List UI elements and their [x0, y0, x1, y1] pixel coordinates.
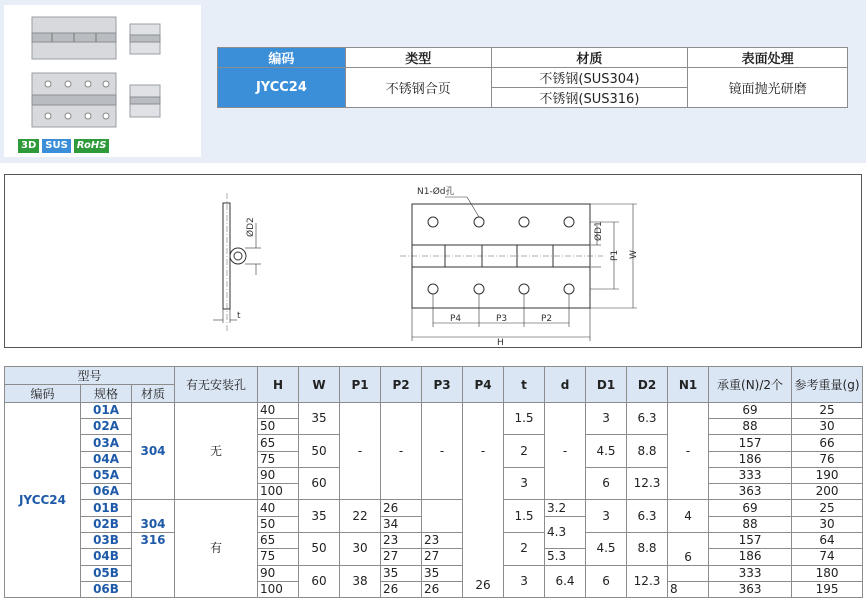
hole-b: 有: [175, 500, 258, 598]
dim-p1: P1: [610, 249, 620, 261]
d2-b2: 8.8: [627, 533, 668, 566]
p3-b-empty: [422, 500, 463, 533]
weight-05a: 190: [792, 467, 863, 483]
load-06b: 363: [709, 581, 792, 597]
spec-01a: 01A: [81, 403, 132, 419]
weight-06b: 195: [792, 581, 863, 597]
weight-03a: 66: [792, 435, 863, 451]
dimension-table: [4, 366, 863, 598]
spec-header-type: 类型: [345, 48, 491, 68]
p3-04b: 27: [422, 549, 463, 565]
weight-05b: 180: [792, 565, 863, 581]
header-w: W: [299, 367, 340, 403]
h-01a: 40: [258, 403, 299, 419]
weight-02b: 30: [792, 516, 863, 532]
d2-a2: 8.8: [627, 435, 668, 468]
p3-a: -: [422, 403, 463, 500]
load-02b: 88: [709, 516, 792, 532]
d1-a1: 3: [586, 403, 627, 435]
dim-h: H: [497, 338, 504, 348]
d2-b3: 12.3: [627, 565, 668, 598]
dim-p3: P3: [496, 314, 508, 324]
h-04b: 75: [258, 549, 299, 565]
hinge-photo-illustration: [4, 5, 201, 157]
header-d1: D1: [586, 367, 627, 403]
cell-code: JYCC24: [5, 403, 81, 598]
spec-type: 不锈钢合页: [345, 68, 491, 108]
h-06b: 100: [258, 581, 299, 597]
n1-b2: 6: [668, 533, 709, 566]
load-06a: 363: [709, 484, 792, 500]
weight-03b: 64: [792, 533, 863, 549]
p4-a: -: [480, 444, 486, 458]
product-header-band: [0, 0, 866, 163]
header-p4: P4: [463, 367, 504, 403]
spec-header-code: 编码: [218, 48, 346, 68]
material-b2: 316: [132, 533, 175, 598]
header-h: H: [258, 367, 299, 403]
h-05b: 90: [258, 565, 299, 581]
d2-a1: 6.3: [627, 403, 668, 435]
t-b1: 1.5: [504, 500, 545, 533]
weight-06a: 200: [792, 484, 863, 500]
material-a: 304: [132, 403, 175, 500]
header-hole: 有无安装孔: [175, 367, 258, 403]
load-03a: 157: [709, 435, 792, 451]
w-a2: 50: [299, 435, 340, 468]
p2-06b: 26: [381, 581, 422, 597]
p1-a: -: [340, 403, 381, 500]
dim-w: W: [629, 250, 639, 259]
badge-rohs: RoHS: [74, 139, 110, 153]
spec-05b: 05B: [81, 565, 132, 581]
p1-b1: 22: [340, 500, 381, 533]
spec-05a: 05A: [81, 467, 132, 483]
load-02a: 88: [709, 419, 792, 435]
p2-a: -: [381, 403, 422, 500]
load-05b: 333: [709, 565, 792, 581]
spec-03b: 03B: [81, 533, 132, 549]
spec-04a: 04A: [81, 451, 132, 467]
weight-04a: 76: [792, 451, 863, 467]
spec-06a: 06A: [81, 484, 132, 500]
h-06a: 100: [258, 484, 299, 500]
spec-header-finish: 表面处理: [688, 48, 848, 68]
weight-04b: 74: [792, 549, 863, 565]
h-01b: 40: [258, 500, 299, 516]
t-a3: 3: [504, 467, 545, 500]
d-b2: 4.3: [545, 516, 586, 549]
t-a1: 1.5: [504, 403, 545, 435]
spec-06b: 06B: [81, 581, 132, 597]
header-load: 承重(N)/2个: [709, 367, 792, 403]
technical-drawing: [4, 174, 862, 348]
n1-05b-empty: [668, 565, 709, 581]
p2-04b: 27: [381, 549, 422, 565]
spec-04b: 04B: [81, 549, 132, 565]
h-03b: 65: [258, 533, 299, 549]
h-02b: 50: [258, 516, 299, 532]
p4-06b: 26: [475, 578, 491, 592]
header-n1: N1: [668, 367, 709, 403]
w-b2: 50: [299, 533, 340, 566]
dim-d1: ØD1: [594, 221, 604, 241]
material-b1: 304: [132, 500, 175, 533]
d1-b3: 6: [586, 565, 627, 598]
p2-02b: 34: [381, 516, 422, 532]
spec-summary-table: [217, 47, 848, 108]
p2-01b: 26: [381, 500, 422, 516]
d2-a3: 12.3: [627, 467, 668, 500]
dim-p2: P2: [541, 314, 553, 324]
header-code: 编码: [5, 385, 81, 403]
weight-01a: 25: [792, 403, 863, 419]
n1-b1: 4: [668, 500, 709, 533]
n1-06b: 8: [668, 581, 709, 597]
load-01a: 69: [709, 403, 792, 419]
h-04a: 75: [258, 451, 299, 467]
hole-label: N1-Ød孔: [417, 187, 455, 197]
product-photo: [4, 5, 201, 157]
load-04b: 186: [709, 549, 792, 565]
dim-d2: ØD2: [246, 217, 256, 237]
p3-05b: 35: [422, 565, 463, 581]
n1-a: -: [668, 403, 709, 500]
d-a: -: [545, 403, 586, 500]
w-b1: 35: [299, 500, 340, 533]
h-02a: 50: [258, 419, 299, 435]
header-p1: P1: [340, 367, 381, 403]
load-04a: 186: [709, 451, 792, 467]
w-a3: 60: [299, 467, 340, 500]
badge-sus: SUS: [42, 139, 71, 153]
header-d2: D2: [627, 367, 668, 403]
header-model-group: 型号: [5, 367, 175, 385]
d-01b: 3.2: [545, 500, 586, 516]
p2-03b: 23: [381, 533, 422, 549]
d-04b: 5.3: [545, 549, 586, 565]
p1-b2: 30: [340, 533, 381, 566]
spec-01b: 01B: [81, 500, 132, 516]
w-b3: 60: [299, 565, 340, 598]
weight-01b: 25: [792, 500, 863, 516]
drawing-svg: [5, 175, 863, 349]
header-t: t: [504, 367, 545, 403]
front-view: [400, 197, 637, 341]
load-05a: 333: [709, 467, 792, 483]
dim-t: t: [237, 311, 241, 321]
hole-a: 无: [175, 403, 258, 500]
header-p2: P2: [381, 367, 422, 403]
t-a2: 2: [504, 435, 545, 468]
h-03a: 65: [258, 435, 299, 451]
d-b4: 6.4: [545, 565, 586, 598]
h-05a: 90: [258, 467, 299, 483]
header-p3: P3: [422, 367, 463, 403]
spec-material-316: 不锈钢(SUS316): [491, 88, 688, 108]
t-b2: 2: [504, 533, 545, 566]
p1-b3: 38: [340, 565, 381, 598]
spec-code: JYCC24: [218, 68, 346, 108]
spec-header-material: 材质: [491, 48, 688, 68]
spec-02a: 02A: [81, 419, 132, 435]
certification-badges: [18, 139, 109, 153]
spec-03a: 03A: [81, 435, 132, 451]
load-01b: 69: [709, 500, 792, 516]
p3-03b: 23: [422, 533, 463, 549]
w-a1: 35: [299, 403, 340, 435]
spec-finish: 镜面抛光研磨: [688, 68, 848, 108]
weight-02a: 30: [792, 419, 863, 435]
p4-col: [463, 403, 504, 598]
dim-p4: P4: [450, 314, 462, 324]
load-03b: 157: [709, 533, 792, 549]
d1-a3: 6: [586, 467, 627, 500]
d1-b2: 4.5: [586, 533, 627, 566]
spec-material-304: 不锈钢(SUS304): [491, 68, 688, 88]
d2-b1: 6.3: [627, 500, 668, 533]
header-material: 材质: [132, 385, 175, 403]
t-b3: 3: [504, 565, 545, 598]
spec-02b: 02B: [81, 516, 132, 532]
p2-05b: 35: [381, 565, 422, 581]
d1-b1: 3: [586, 500, 627, 533]
header-d: d: [545, 367, 586, 403]
badge-3d: 3D: [18, 139, 39, 153]
header-spec: 规格: [81, 385, 132, 403]
header-weight: 参考重量(g): [792, 367, 863, 403]
d1-a2: 4.5: [586, 435, 627, 468]
p3-06b: 26: [422, 581, 463, 597]
